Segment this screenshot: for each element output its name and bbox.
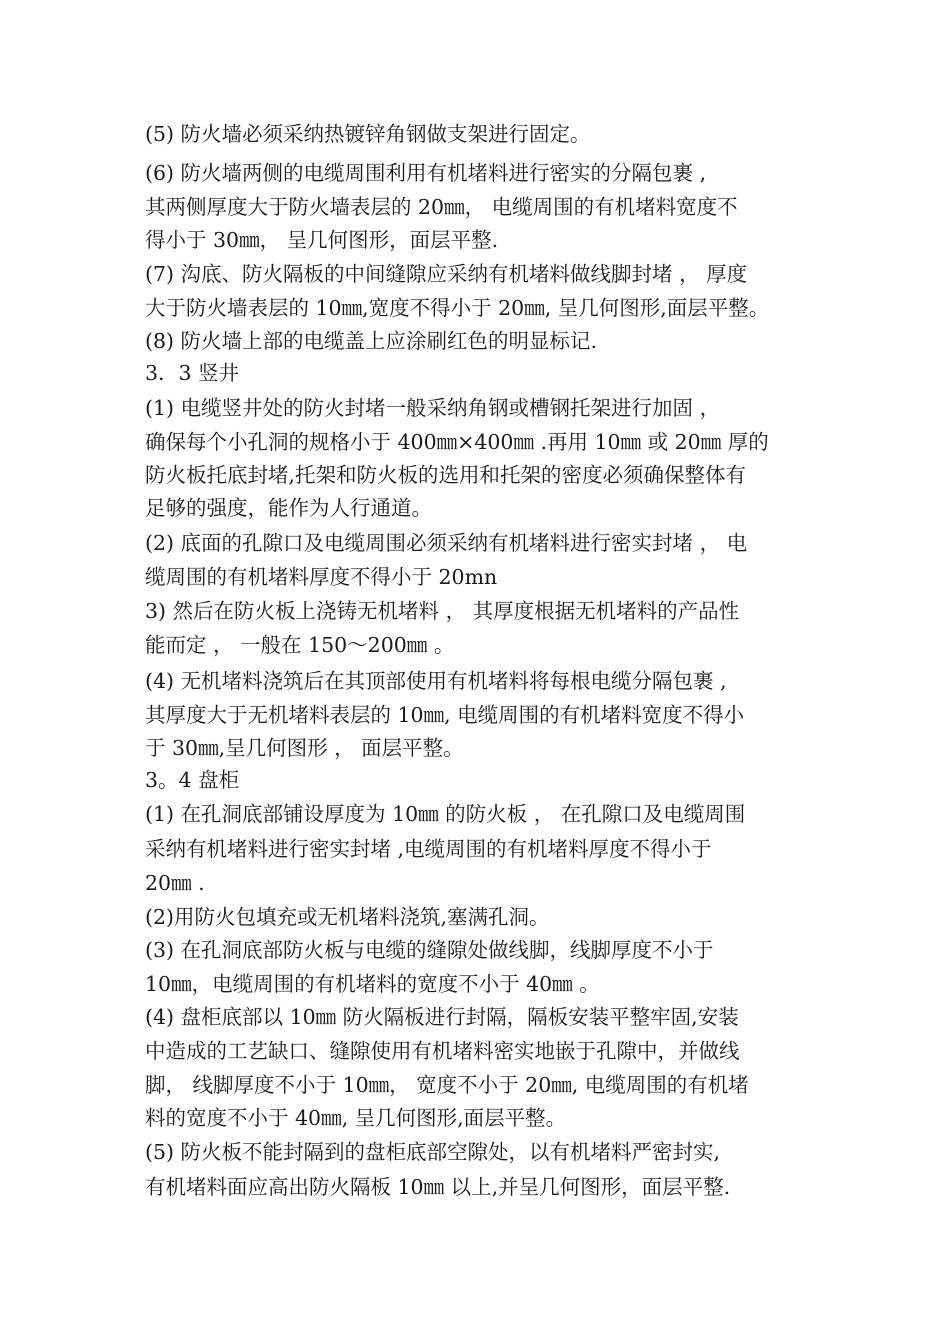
text-line: 于 30㎜,呈几何图形 ， 面层平整。: [145, 736, 464, 760]
text-line: (3) 在孔洞底部防火板与电缆的缝隙处做线脚，线脚厚度不小于: [145, 938, 714, 962]
text-line: (2) 底面的孔隙口及电缆周围必须采纳有机堵料进行密实封堵 ， 电: [145, 531, 748, 555]
text-line: 缆周围的有机堵料厚度不得小于 20mn: [145, 565, 498, 589]
text-line: (5) 防火墙必须采纳热镀锌角钢做支架进行固定。: [145, 122, 591, 146]
text-line: (2)用防火包填充或无机堵料浇筑,塞满孔洞。: [145, 905, 550, 929]
text-line: 3) 然后在防火板上浇铸无机堵料 ， 其厚度根据无机堵料的产品性: [145, 599, 740, 623]
text-line: (1) 在孔洞底部铺设厚度为 10㎜ 的防火板 ， 在孔隙口及电缆周围: [145, 802, 746, 826]
text-line: 其两侧厚度大于防火墙表层的 20㎜， 电缆周围的有机堵料宽度不: [145, 195, 738, 219]
text-line: 脚， 线脚厚度不小于 10㎜， 宽度不小于 20㎜, 电缆周围的有机堵: [145, 1073, 749, 1097]
text-line: 足够的强度，能作为人行通道。: [145, 496, 432, 520]
text-line: 有机堵料面应高出防火隔板 10㎜ 以上,并呈几何图形，面层平整.: [145, 1175, 731, 1199]
text-line: 大于防火墙表层的 10㎜,宽度不得小于 20㎜, 呈几何图形,面层平整。: [145, 296, 770, 320]
text-line: 得小于 30㎜， 呈几何图形，面层平整.: [145, 228, 499, 252]
text-line: 防火板托底封堵,托架和防火板的选用和托架的密度必须确保整体有: [145, 463, 747, 487]
text-line: 料的宽度不小于 40㎜, 呈几何图形,面层平整。: [145, 1106, 567, 1130]
text-line: (1) 电缆竖井处的防火封堵一般采纳角钢或槽钢托架进行加固 ，: [145, 396, 721, 420]
text-line: 能而定 ， 一般在 150～200㎜ 。: [145, 633, 455, 657]
text-line: 中造成的工艺缺口、缝隙使用有机堵料密实地嵌于孔隙中，并做线: [145, 1039, 740, 1063]
section-heading: 3。4 盘柜: [145, 768, 240, 792]
text-line: 10㎜，电缆周围的有机堵料的宽度不小于 40㎜ 。: [145, 972, 600, 996]
text-line: 采纳有机堵料进行密实封堵 ,电缆周围的有机堵料厚度不得小于: [145, 837, 712, 861]
text-line: 20㎜ .: [145, 871, 205, 895]
section-heading: 3．3 竖井: [145, 361, 240, 385]
text-line: 其厚度大于无机堵料表层的 10㎜, 电缆周围的有机堵料宽度不得小: [145, 703, 745, 727]
text-line: (5) 防火板不能封隔到的盘柜底部空隙处，以有机堵料严密封实,: [145, 1140, 721, 1164]
text-line: 确保每个小孔洞的规格小于 400㎜×400㎜ .再用 10㎜ 或 20㎜ 厚的: [145, 430, 769, 454]
text-line: (7) 沟底、防火隔板的中间缝隙应采纳有机堵料做线脚封堵 ， 厚度: [145, 262, 748, 286]
text-line: (4) 无机堵料浇筑后在其顶部使用有机堵料将每根电缆分隔包裹 ,: [145, 669, 727, 693]
text-line: (4) 盘柜底部以 10㎜ 防火隔板进行封隔，隔板安装平整牢固,安装: [145, 1005, 739, 1029]
text-line: (8) 防火墙上部的电缆盖上应涂刷红色的明显标记.: [145, 329, 598, 353]
text-line: (6) 防火墙两侧的电缆周围利用有机堵料进行密实的分隔包裹 ,: [145, 161, 707, 185]
